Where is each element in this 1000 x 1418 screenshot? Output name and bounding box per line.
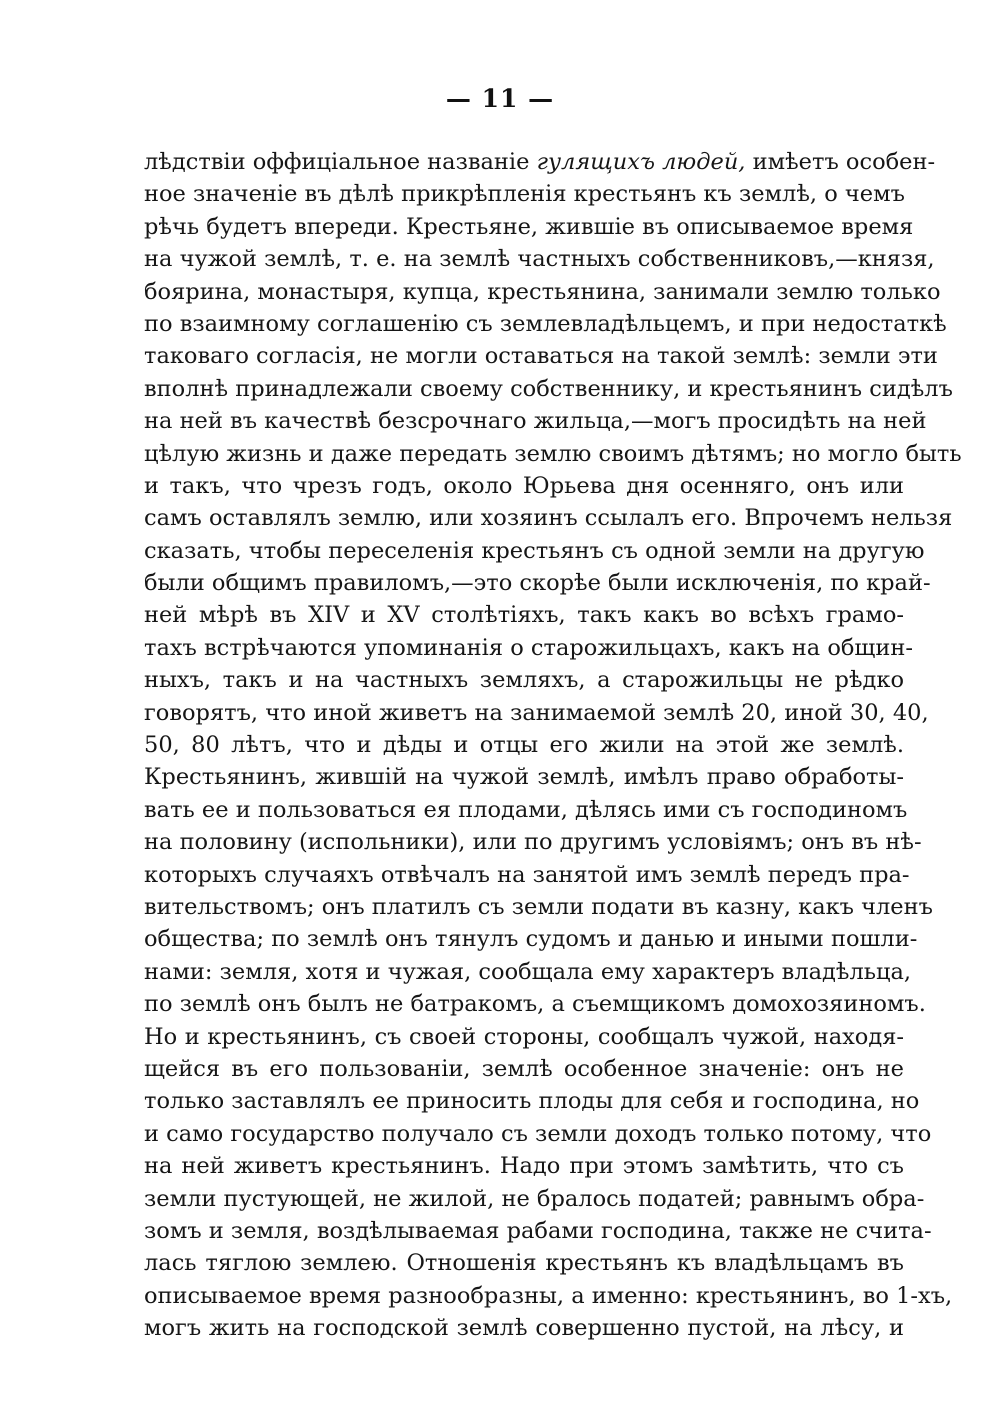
text-line (144, 859, 910, 891)
text-segment: описываемое время разнообразны, а именно: крестьянинъ, во 1-хъ, (144, 1282, 953, 1309)
text-line (144, 761, 904, 793)
text-line (144, 1085, 920, 1117)
text-line (144, 178, 904, 210)
text-line (144, 146, 936, 178)
text-line (144, 535, 925, 567)
text-segment: на ней живетъ крестьянинъ. Надо при этомъ замѣтить, что съ (144, 1153, 904, 1180)
text-segment: 50, 80 лѣтъ, что и дѣды и отцы его жили на этой же землѣ. (144, 732, 904, 759)
text-line (144, 1312, 904, 1344)
text-segment: рѣчь будетъ впереди. Крестьяне, жившіе въ описываемое время (144, 213, 914, 240)
text-line (144, 1183, 925, 1215)
text-segment: щейся въ его пользованіи, землѣ особенное значеніе: онъ не (144, 1055, 904, 1082)
text-segment: ней мѣрѣ въ XIV и XV столѣтіяхъ, такъ какъ во всѣхъ грамо- (144, 602, 904, 629)
text-segment: цѣлую жизнь и даже передать землю своимъ дѣтямъ; но могло быть (144, 440, 962, 467)
text-line (144, 988, 926, 1020)
text-line (144, 438, 962, 470)
text-line (144, 502, 953, 534)
text-segment: на ней въ качествѣ безсрочнаго жильца,—могъ просидѣть на ней (144, 408, 927, 435)
body-text (144, 146, 962, 1344)
text-line (144, 664, 904, 696)
text-line (144, 243, 935, 275)
text-line (144, 1280, 953, 1312)
text-line (144, 470, 904, 502)
text-line (144, 567, 931, 599)
text-segment: Крестьянинъ, жившій на чужой землѣ, имѣлъ право обработы- (144, 764, 904, 791)
text-line (144, 956, 912, 988)
text-segment: по взаимному соглашенію съ землевладѣльцемъ, и при недостаткѣ (144, 310, 947, 337)
text-line (144, 308, 947, 340)
text-segment: могъ жить на господской землѣ совершенно пустой, на лѣсу, и (144, 1315, 904, 1342)
text-segment: Но и крестьянинъ, съ своей стороны, сообщалъ чужой, находя- (144, 1023, 904, 1050)
text-line (144, 697, 929, 729)
text-segment: которыхъ случаяхъ отвѣчалъ на занятой имъ землѣ передъ пра- (144, 861, 910, 888)
text-segment: таковаго согласія, не могли оставаться на такой землѣ: земли эти (144, 343, 938, 370)
text-line (144, 923, 918, 955)
text-segment: и само государство получало съ земли доходъ только потому, что (144, 1120, 932, 1147)
text-segment: были общимъ правиломъ,—это скорѣе были исключенія, по край- (144, 570, 931, 597)
text-line (144, 599, 904, 631)
text-segment: на чужой землѣ, т. е. на землѣ частныхъ собственниковъ,—князя, (144, 246, 935, 273)
text-line (144, 632, 913, 664)
text-segment: вительствомъ; онъ платилъ съ земли подати въ казну, какъ членъ (144, 893, 933, 920)
text-segment: вполнѣ принадлежали своему собственнику, и крестьянинъ сидѣлъ (144, 375, 953, 402)
text-line (144, 1150, 904, 1182)
text-line (144, 1215, 932, 1247)
text-line (144, 729, 904, 761)
text-segment: зомъ и земля, воздѣлываемая рабами господина, также не счита- (144, 1217, 932, 1244)
text-segment: тахъ встрѣчаются упоминанія о старожильцахъ, какъ на общин- (144, 634, 913, 661)
text-line (144, 1118, 932, 1150)
text-line (144, 405, 927, 437)
text-segment: ное значеніе въ дѣлѣ прикрѣпленія крестьянъ къ землѣ, о чемъ (144, 181, 905, 208)
text-line (144, 891, 933, 923)
text-segment: и такъ, что чрезъ годъ, около Юрьева дня осенняго, онъ или (144, 472, 904, 499)
italic-phrase: гулящихъ людей, (536, 149, 746, 175)
text-line (144, 826, 922, 858)
text-segment: только заставлялъ ее приносить плоды для себя и господина, но (144, 1088, 920, 1115)
text-line (144, 794, 908, 826)
text-line (144, 276, 941, 308)
text-segment: говорятъ, что иной живетъ на занимаемой землѣ 20, иной 30, 40, (144, 699, 929, 726)
text-segment: лась тяглою землею. Отношенія крестьянъ къ владѣльцамъ въ (144, 1250, 904, 1277)
text-segment: ныхъ, такъ и на частныхъ земляхъ, а старожильцы не рѣдко (144, 667, 904, 694)
text-segment: нами: земля, хотя и чужая, сообщала ему характеръ владѣльца, (144, 958, 912, 985)
text-segment: самъ оставлялъ землю, или хозяинъ ссылалъ его. Впрочемъ нельзя (144, 505, 953, 532)
text-segment: общества; по землѣ онъ тянулъ судомъ и данью и иными пошли- (144, 926, 918, 953)
text-line (144, 1053, 904, 1085)
text-segment: лѣдствіи оффиціальное названіе (144, 149, 537, 175)
text-segment: на половину (испольники), или по другимъ условіямъ; онъ въ нѣ- (144, 829, 922, 856)
text-segment: по землѣ онъ былъ не батракомъ, а съемщикомъ домохозяиномъ. (144, 991, 926, 1018)
text-line (144, 373, 953, 405)
page-number-header: — 11 — (445, 84, 555, 113)
text-segment: боярина, монастыря, купца, крестьянина, занимали землю только (144, 278, 941, 305)
text-line (144, 1247, 904, 1279)
text-segment: земли пустующей, не жилой, не бралось податей; равнымъ обра- (144, 1185, 925, 1212)
text-segment: вать ее и пользоваться ея плодами, дѣлясь ими съ господиномъ (144, 796, 908, 823)
text-line (144, 211, 914, 243)
text-segment: сказать, чтобы переселенія крестьянъ съ одной земли на другую (144, 537, 925, 564)
text-segment: имѣетъ особен- (745, 149, 936, 175)
text-line (144, 340, 938, 372)
text-line (144, 1021, 904, 1053)
